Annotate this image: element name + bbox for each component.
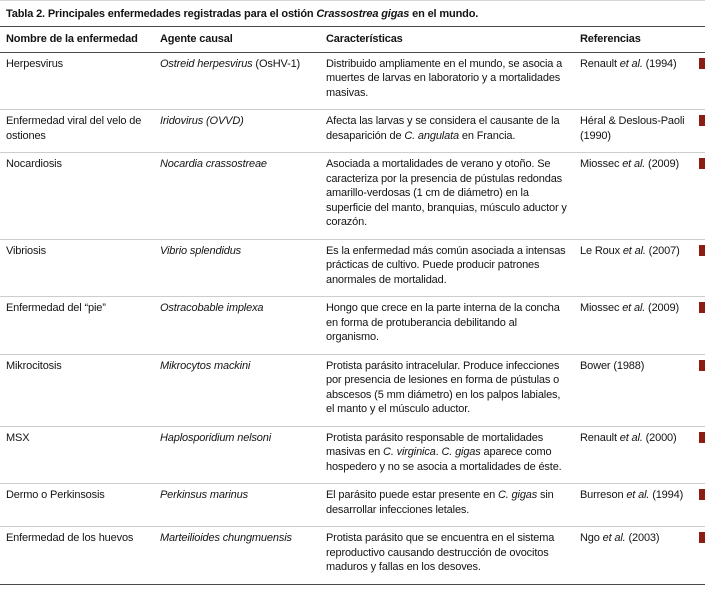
table-row bbox=[0, 239, 705, 297]
species-name: Mikrocytos mackini bbox=[160, 359, 251, 372]
diseases-table bbox=[0, 26, 705, 585]
citation-highlight-mark bbox=[699, 360, 705, 371]
table-row bbox=[0, 110, 705, 153]
citation-highlight-mark bbox=[699, 245, 705, 256]
text-segment: (2000) bbox=[642, 431, 677, 444]
reference-cell bbox=[580, 52, 705, 110]
species-name: et al. bbox=[602, 532, 626, 544]
text-segment: Bower (1988) bbox=[580, 359, 645, 372]
text-segment: El parásito puede estar presente en bbox=[326, 489, 498, 501]
disease-name-cell: MSX bbox=[0, 426, 160, 484]
text-segment: Le Roux bbox=[580, 244, 623, 257]
text-segment: (1994) bbox=[649, 489, 684, 501]
table-title bbox=[0, 3, 705, 26]
text-segment: Tabla 2. Principales enfermedades registradas para el ostión bbox=[6, 8, 317, 20]
text-segment: Asociada a mortalidades de verano y otoño. Se caracteriza por la presencia de pústulas redondas amarillo-verdosas (1 cm de diámetro) en la superficie del manto, branquias, músculo aductor y corazón. bbox=[326, 158, 567, 228]
table-row bbox=[0, 527, 705, 585]
species-name: et al. bbox=[622, 244, 646, 257]
causal-agent-cell bbox=[160, 153, 326, 240]
text-segment: Es la enfermedad más común asociada a intensas prácticas de cultivo. Puede producir patrones anormales de mortalidad. bbox=[326, 244, 566, 286]
table-body bbox=[0, 52, 705, 584]
causal-agent-cell bbox=[160, 110, 326, 153]
species-name: et al. bbox=[619, 57, 643, 70]
causal-agent-cell bbox=[160, 354, 326, 426]
species-name: et al. bbox=[626, 489, 650, 501]
disease-name-cell: Dermo o Perkinsosis bbox=[0, 484, 160, 527]
species-name: C. virginica bbox=[383, 446, 436, 458]
species-name: Marteilioides chungmuensis bbox=[160, 532, 292, 544]
citation-highlight-mark bbox=[699, 58, 705, 69]
species-name: et al. bbox=[622, 302, 646, 314]
text-segment: Distribuido ampliamente en el mundo, se asocia a muertes de larvas en laboratorio y a mortalidades masivas. bbox=[326, 57, 563, 99]
text-segment: Héral & Deslous-Paoli (1990) bbox=[580, 115, 685, 142]
text-segment: Renault bbox=[580, 431, 620, 444]
text-segment: (2003) bbox=[625, 532, 660, 544]
species-name: Vibrio splendidus bbox=[160, 244, 242, 257]
citation-highlight-mark bbox=[699, 489, 705, 500]
species-name: Haplosporidium nelsoni bbox=[160, 431, 272, 444]
table-row bbox=[0, 484, 705, 527]
reference-cell bbox=[580, 110, 705, 153]
species-name: Ostracobable implexa bbox=[160, 302, 264, 314]
species-name: C. gigas bbox=[441, 446, 481, 458]
text-segment: Miossec bbox=[580, 302, 623, 314]
citation-highlight-mark bbox=[699, 302, 705, 313]
table-row bbox=[0, 426, 705, 484]
citation-highlight-mark bbox=[699, 532, 705, 543]
table-header-row bbox=[0, 27, 705, 53]
species-name: et al. bbox=[619, 431, 643, 444]
citation-highlight-mark bbox=[699, 432, 705, 443]
text-segment: en Francia. bbox=[458, 129, 516, 142]
text-segment: (OsHV-1) bbox=[252, 57, 301, 70]
table-row bbox=[0, 297, 705, 355]
text-segment: Protista parásito intracelular. Produce infecciones por presencia de lesiones en forma de pústulas o abscesos (5 mm diámetro) en los palpos labiales, el manto y el músculo aductor. bbox=[326, 359, 561, 415]
species-name: Nocardia crassostreae bbox=[160, 158, 267, 170]
characteristics-cell bbox=[326, 426, 580, 484]
reference-cell bbox=[580, 297, 705, 355]
characteristics-cell bbox=[326, 484, 580, 527]
table-row bbox=[0, 52, 705, 110]
table-row bbox=[0, 354, 705, 426]
text-segment: (2009) bbox=[645, 302, 679, 314]
causal-agent-cell bbox=[160, 527, 326, 585]
disease-name-cell: Vibriosis bbox=[0, 239, 160, 297]
causal-agent-cell bbox=[160, 239, 326, 297]
reference-cell bbox=[580, 354, 705, 426]
disease-name-cell: Enfermedad de los huevos bbox=[0, 527, 160, 585]
disease-name-cell: Nocardiosis bbox=[0, 153, 160, 240]
text-segment: Protista parásito que se encuentra en el sistema reproductivo causando destrucción de ovocitos maduros y fallas en los desoves. bbox=[326, 532, 555, 573]
text-segment: Burreson bbox=[580, 489, 627, 501]
reference-cell bbox=[580, 527, 705, 585]
reference-cell bbox=[580, 484, 705, 527]
reference-cell bbox=[580, 153, 705, 240]
text-segment: Renault bbox=[580, 57, 620, 70]
species-name: Crassostrea gigas bbox=[316, 8, 410, 20]
text-segment: aparece como hospedero y no se asocia a mortalidades de éste. bbox=[326, 446, 562, 473]
species-name: C. gigas bbox=[497, 489, 538, 501]
text-segment: Ngo bbox=[580, 532, 603, 544]
causal-agent-cell bbox=[160, 426, 326, 484]
header-characteristics: Características bbox=[326, 27, 580, 53]
text-segment: Hongo que crece en la parte interna de la concha en forma de protuberancia debilitando al organismo. bbox=[326, 302, 560, 343]
header-causal-agent: Agente causal bbox=[160, 27, 326, 53]
disease-name-cell: Herpesvirus bbox=[0, 52, 160, 110]
characteristics-cell bbox=[326, 52, 580, 110]
characteristics-cell bbox=[326, 527, 580, 585]
text-segment: . bbox=[435, 446, 442, 458]
text-segment: (2009) bbox=[645, 158, 679, 170]
species-name: Ostreid herpesvirus bbox=[160, 57, 253, 70]
citation-highlight-mark bbox=[699, 115, 705, 126]
reference-cell bbox=[580, 239, 705, 297]
species-name: et al. bbox=[622, 158, 646, 170]
causal-agent-cell bbox=[160, 297, 326, 355]
characteristics-cell bbox=[326, 297, 580, 355]
characteristics-cell bbox=[326, 354, 580, 426]
characteristics-cell bbox=[326, 110, 580, 153]
text-segment: sin desarrollar infecciones letales. bbox=[326, 489, 554, 516]
disease-name-cell: Enfermedad viral del velo de ostiones bbox=[0, 110, 160, 153]
text-segment: en el mundo. bbox=[409, 8, 479, 20]
species-name: Iridovirus (OVVD) bbox=[160, 115, 244, 127]
characteristics-cell bbox=[326, 239, 580, 297]
header-references: Referencias bbox=[580, 27, 705, 53]
species-name: C. angulata bbox=[404, 129, 459, 142]
text-segment: Protista parásito responsable de mortalidades masivas en bbox=[326, 431, 544, 458]
disease-name-cell: Mikrocitosis bbox=[0, 354, 160, 426]
header-disease-name: Nombre de la enfermedad bbox=[0, 27, 160, 53]
disease-name-cell: Enfermedad del “pie” bbox=[0, 297, 160, 355]
text-segment: Afecta las larvas y se considera el causante de la desaparición de bbox=[326, 115, 560, 142]
reference-cell bbox=[580, 426, 705, 484]
text-segment: (2007) bbox=[645, 244, 680, 257]
characteristics-cell bbox=[326, 153, 580, 240]
species-name: Perkinsus marinus bbox=[160, 489, 248, 501]
text-segment: Miossec bbox=[580, 158, 623, 170]
citation-highlight-mark bbox=[699, 158, 705, 169]
table-row bbox=[0, 153, 705, 240]
causal-agent-cell bbox=[160, 484, 326, 527]
text-segment: (1994) bbox=[642, 57, 677, 70]
causal-agent-cell bbox=[160, 52, 326, 110]
